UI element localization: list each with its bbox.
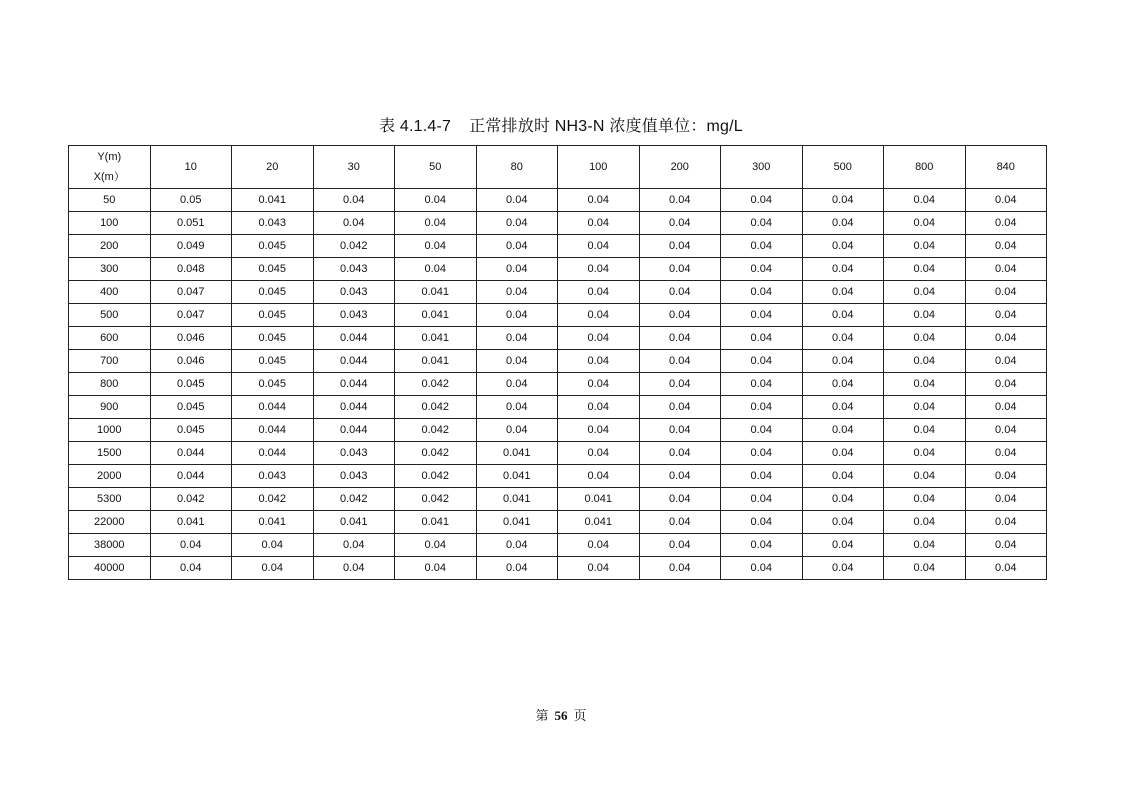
table-row bbox=[69, 281, 1047, 304]
row-header-cell: 800 bbox=[69, 373, 151, 396]
table-cell: 0.04 bbox=[639, 235, 721, 258]
table-cell: 0.04 bbox=[558, 327, 640, 350]
table-cell: 0.04 bbox=[639, 396, 721, 419]
table-cell: 0.04 bbox=[639, 212, 721, 235]
table-cell: 0.04 bbox=[558, 396, 640, 419]
table-body bbox=[69, 189, 1047, 580]
row-header-cell: 500 bbox=[69, 304, 151, 327]
table-cell: 0.04 bbox=[802, 557, 884, 580]
table-cell: 0.04 bbox=[150, 534, 232, 557]
table-cell: 0.04 bbox=[639, 511, 721, 534]
table-row bbox=[69, 511, 1047, 534]
table-cell: 0.04 bbox=[884, 327, 966, 350]
table-cell: 0.041 bbox=[558, 511, 640, 534]
table-cell: 0.045 bbox=[150, 396, 232, 419]
table-cell: 0.042 bbox=[395, 396, 477, 419]
table-cell: 0.041 bbox=[395, 327, 477, 350]
row-header-cell: 22000 bbox=[69, 511, 151, 534]
table-cell: 0.041 bbox=[150, 511, 232, 534]
table-cell: 0.04 bbox=[395, 258, 477, 281]
table-cell: 0.04 bbox=[721, 557, 803, 580]
page-footer bbox=[0, 705, 1122, 724]
table-cell: 0.041 bbox=[476, 511, 558, 534]
table-cell: 0.04 bbox=[558, 557, 640, 580]
table-cell: 0.043 bbox=[313, 442, 395, 465]
table-row bbox=[69, 212, 1047, 235]
table-cell: 0.04 bbox=[639, 189, 721, 212]
table-cell: 0.04 bbox=[721, 327, 803, 350]
table-cell: 0.04 bbox=[965, 304, 1047, 327]
table-cell: 0.04 bbox=[721, 488, 803, 511]
table-cell: 0.04 bbox=[395, 534, 477, 557]
table-cell: 0.04 bbox=[802, 534, 884, 557]
row-header-cell: 1000 bbox=[69, 419, 151, 442]
table-cell: 0.04 bbox=[721, 235, 803, 258]
row-header-cell: 1500 bbox=[69, 442, 151, 465]
table-cell: 0.04 bbox=[721, 442, 803, 465]
table-cell: 0.04 bbox=[558, 419, 640, 442]
table-cell: 0.04 bbox=[639, 465, 721, 488]
table-cell: 0.041 bbox=[313, 511, 395, 534]
table-cell: 0.04 bbox=[558, 465, 640, 488]
row-header-cell: 400 bbox=[69, 281, 151, 304]
table-cell: 0.042 bbox=[395, 442, 477, 465]
table-cell: 0.04 bbox=[884, 235, 966, 258]
table-cell: 0.04 bbox=[313, 212, 395, 235]
row-header-cell: 300 bbox=[69, 258, 151, 281]
table-cell: 0.05 bbox=[150, 189, 232, 212]
table-cell: 0.041 bbox=[558, 488, 640, 511]
row-header-cell: 40000 bbox=[69, 557, 151, 580]
table-cell: 0.042 bbox=[232, 488, 314, 511]
table-cell: 0.042 bbox=[395, 373, 477, 396]
table-cell: 0.04 bbox=[150, 557, 232, 580]
table-cell: 0.04 bbox=[476, 396, 558, 419]
table-cell: 0.04 bbox=[313, 189, 395, 212]
table-cell: 0.04 bbox=[965, 534, 1047, 557]
table-row bbox=[69, 189, 1047, 212]
table-cell: 0.04 bbox=[802, 396, 884, 419]
table-cell: 0.04 bbox=[884, 442, 966, 465]
table-cell: 0.043 bbox=[232, 465, 314, 488]
table-cell: 0.04 bbox=[476, 258, 558, 281]
footer-prefix: 第 bbox=[535, 708, 549, 723]
table-cell: 0.04 bbox=[721, 350, 803, 373]
column-header: 300 bbox=[721, 146, 803, 189]
table-row bbox=[69, 442, 1047, 465]
table-cell: 0.041 bbox=[395, 350, 477, 373]
row-header-cell: 700 bbox=[69, 350, 151, 373]
row-header-cell: 600 bbox=[69, 327, 151, 350]
table-cell: 0.04 bbox=[395, 235, 477, 258]
table-cell: 0.04 bbox=[884, 212, 966, 235]
table-cell: 0.04 bbox=[476, 304, 558, 327]
table-cell: 0.04 bbox=[476, 373, 558, 396]
table-cell: 0.043 bbox=[313, 304, 395, 327]
table-cell: 0.04 bbox=[965, 511, 1047, 534]
table-cell: 0.04 bbox=[802, 327, 884, 350]
table-cell: 0.04 bbox=[965, 373, 1047, 396]
table-row bbox=[69, 350, 1047, 373]
concentration-table bbox=[68, 145, 1047, 580]
table-cell: 0.042 bbox=[150, 488, 232, 511]
table-cell: 0.04 bbox=[721, 212, 803, 235]
table-cell: 0.04 bbox=[802, 235, 884, 258]
table-cell: 0.041 bbox=[395, 511, 477, 534]
table-caption: 正常排放时 NH3-N 浓度值单位：mg/L bbox=[469, 118, 743, 135]
table-cell: 0.051 bbox=[150, 212, 232, 235]
table-cell: 0.04 bbox=[884, 281, 966, 304]
table-cell: 0.04 bbox=[965, 258, 1047, 281]
table-row bbox=[69, 235, 1047, 258]
table-cell: 0.042 bbox=[313, 488, 395, 511]
table-cell: 0.041 bbox=[476, 488, 558, 511]
table-cell: 0.04 bbox=[802, 442, 884, 465]
table-cell: 0.04 bbox=[884, 258, 966, 281]
table-title bbox=[0, 113, 1122, 136]
column-header: 200 bbox=[639, 146, 721, 189]
table-cell: 0.04 bbox=[965, 189, 1047, 212]
table-cell: 0.04 bbox=[395, 189, 477, 212]
table-cell: 0.04 bbox=[802, 212, 884, 235]
table-row bbox=[69, 557, 1047, 580]
table-cell: 0.04 bbox=[639, 419, 721, 442]
table-cell: 0.04 bbox=[802, 350, 884, 373]
table-row bbox=[69, 465, 1047, 488]
table-cell: 0.04 bbox=[558, 258, 640, 281]
table-cell: 0.043 bbox=[313, 281, 395, 304]
table-cell: 0.044 bbox=[313, 419, 395, 442]
table-cell: 0.04 bbox=[558, 281, 640, 304]
table-cell: 0.04 bbox=[395, 557, 477, 580]
table-row bbox=[69, 373, 1047, 396]
footer-suffix: 页 bbox=[573, 708, 587, 723]
table-cell: 0.04 bbox=[476, 235, 558, 258]
header-row bbox=[69, 146, 1047, 189]
table-cell: 0.04 bbox=[639, 281, 721, 304]
table-cell: 0.04 bbox=[802, 189, 884, 212]
table-cell: 0.044 bbox=[313, 327, 395, 350]
table-cell: 0.04 bbox=[802, 419, 884, 442]
table-cell: 0.04 bbox=[721, 258, 803, 281]
column-header: 840 bbox=[965, 146, 1047, 189]
row-header-cell: 50 bbox=[69, 189, 151, 212]
table-cell: 0.04 bbox=[721, 304, 803, 327]
table-cell: 0.04 bbox=[884, 511, 966, 534]
table-cell: 0.044 bbox=[150, 442, 232, 465]
table-cell: 0.04 bbox=[965, 281, 1047, 304]
table-row bbox=[69, 419, 1047, 442]
table-cell: 0.04 bbox=[721, 281, 803, 304]
table-cell: 0.047 bbox=[150, 281, 232, 304]
table-cell: 0.04 bbox=[965, 396, 1047, 419]
table-cell: 0.04 bbox=[884, 419, 966, 442]
row-header-cell: 5300 bbox=[69, 488, 151, 511]
table-cell: 0.04 bbox=[884, 465, 966, 488]
table-cell: 0.044 bbox=[232, 442, 314, 465]
table-cell: 0.04 bbox=[884, 557, 966, 580]
table-cell: 0.045 bbox=[232, 281, 314, 304]
table-row bbox=[69, 304, 1047, 327]
table-cell: 0.04 bbox=[558, 534, 640, 557]
table-cell: 0.044 bbox=[150, 465, 232, 488]
table-cell: 0.043 bbox=[313, 258, 395, 281]
column-header: 20 bbox=[232, 146, 314, 189]
table-cell: 0.04 bbox=[232, 557, 314, 580]
table-cell: 0.04 bbox=[476, 327, 558, 350]
table-cell: 0.044 bbox=[313, 350, 395, 373]
table-cell: 0.044 bbox=[232, 419, 314, 442]
table-cell: 0.046 bbox=[150, 350, 232, 373]
table-cell: 0.046 bbox=[150, 327, 232, 350]
table-cell: 0.04 bbox=[965, 327, 1047, 350]
table-cell: 0.04 bbox=[965, 419, 1047, 442]
table-cell: 0.04 bbox=[558, 189, 640, 212]
table-cell: 0.04 bbox=[721, 396, 803, 419]
corner-y-label: Y(m) bbox=[97, 151, 122, 163]
table-cell: 0.04 bbox=[232, 534, 314, 557]
table-cell: 0.045 bbox=[232, 235, 314, 258]
row-header-cell: 900 bbox=[69, 396, 151, 419]
table-cell: 0.04 bbox=[476, 350, 558, 373]
corner-x-label: X(m） bbox=[93, 171, 125, 183]
row-header-cell: 100 bbox=[69, 212, 151, 235]
table-cell: 0.04 bbox=[639, 488, 721, 511]
table-cell: 0.045 bbox=[232, 258, 314, 281]
table-cell: 0.045 bbox=[150, 419, 232, 442]
table-cell: 0.04 bbox=[721, 511, 803, 534]
table-cell: 0.04 bbox=[965, 465, 1047, 488]
row-header-cell: 38000 bbox=[69, 534, 151, 557]
table-cell: 0.041 bbox=[395, 304, 477, 327]
table-cell: 0.04 bbox=[395, 212, 477, 235]
table-cell: 0.04 bbox=[884, 189, 966, 212]
table-cell: 0.04 bbox=[476, 534, 558, 557]
table-cell: 0.04 bbox=[721, 189, 803, 212]
table-cell: 0.047 bbox=[150, 304, 232, 327]
column-header: 80 bbox=[476, 146, 558, 189]
corner-cell bbox=[69, 146, 151, 189]
table-cell: 0.043 bbox=[313, 465, 395, 488]
table-cell: 0.04 bbox=[965, 488, 1047, 511]
table-cell: 0.041 bbox=[232, 511, 314, 534]
table-cell: 0.04 bbox=[558, 373, 640, 396]
table-cell: 0.04 bbox=[476, 189, 558, 212]
row-header-cell: 200 bbox=[69, 235, 151, 258]
table-row bbox=[69, 396, 1047, 419]
table-cell: 0.044 bbox=[313, 396, 395, 419]
table-cell: 0.04 bbox=[558, 350, 640, 373]
table-cell: 0.04 bbox=[965, 212, 1047, 235]
table-cell: 0.04 bbox=[884, 350, 966, 373]
table-cell: 0.044 bbox=[232, 396, 314, 419]
table-cell: 0.045 bbox=[232, 327, 314, 350]
table-cell: 0.04 bbox=[884, 488, 966, 511]
table-row bbox=[69, 327, 1047, 350]
table-cell: 0.04 bbox=[884, 396, 966, 419]
table-cell: 0.04 bbox=[639, 350, 721, 373]
table-cell: 0.045 bbox=[150, 373, 232, 396]
table-row bbox=[69, 258, 1047, 281]
page-number: 56 bbox=[554, 708, 568, 723]
table-cell: 0.04 bbox=[721, 373, 803, 396]
table-cell: 0.04 bbox=[313, 557, 395, 580]
column-header: 500 bbox=[802, 146, 884, 189]
column-header: 30 bbox=[313, 146, 395, 189]
table-cell: 0.04 bbox=[476, 557, 558, 580]
table-cell: 0.048 bbox=[150, 258, 232, 281]
table-cell: 0.04 bbox=[802, 281, 884, 304]
table-cell: 0.04 bbox=[639, 442, 721, 465]
table-cell: 0.04 bbox=[802, 304, 884, 327]
row-header-cell: 2000 bbox=[69, 465, 151, 488]
table-cell: 0.042 bbox=[395, 419, 477, 442]
table-cell: 0.042 bbox=[395, 465, 477, 488]
table-cell: 0.04 bbox=[965, 235, 1047, 258]
table-cell: 0.04 bbox=[639, 304, 721, 327]
table-cell: 0.04 bbox=[965, 350, 1047, 373]
table-cell: 0.04 bbox=[802, 488, 884, 511]
table-cell: 0.04 bbox=[313, 534, 395, 557]
column-header: 800 bbox=[884, 146, 966, 189]
table-cell: 0.04 bbox=[802, 258, 884, 281]
table-cell: 0.04 bbox=[884, 304, 966, 327]
table-cell: 0.049 bbox=[150, 235, 232, 258]
table-cell: 0.04 bbox=[965, 442, 1047, 465]
table-cell: 0.04 bbox=[639, 534, 721, 557]
table-cell: 0.04 bbox=[639, 373, 721, 396]
table-row bbox=[69, 488, 1047, 511]
table-cell: 0.04 bbox=[558, 442, 640, 465]
table-cell: 0.04 bbox=[558, 235, 640, 258]
table-cell: 0.04 bbox=[802, 465, 884, 488]
table-cell: 0.04 bbox=[721, 419, 803, 442]
column-header: 10 bbox=[150, 146, 232, 189]
table-cell: 0.04 bbox=[639, 258, 721, 281]
column-header: 50 bbox=[395, 146, 477, 189]
table-cell: 0.041 bbox=[232, 189, 314, 212]
table-cell: 0.04 bbox=[476, 281, 558, 304]
table-cell: 0.04 bbox=[884, 534, 966, 557]
table-cell: 0.04 bbox=[639, 557, 721, 580]
table-cell: 0.04 bbox=[721, 534, 803, 557]
table-cell: 0.045 bbox=[232, 373, 314, 396]
table-cell: 0.04 bbox=[476, 419, 558, 442]
table-row bbox=[69, 534, 1047, 557]
table-cell: 0.041 bbox=[476, 465, 558, 488]
table-cell: 0.04 bbox=[558, 212, 640, 235]
table-cell: 0.04 bbox=[639, 327, 721, 350]
table-cell: 0.04 bbox=[884, 373, 966, 396]
table-number: 表 4.1.4-7 bbox=[379, 118, 452, 135]
table-cell: 0.04 bbox=[802, 373, 884, 396]
table-cell: 0.04 bbox=[802, 511, 884, 534]
table-cell: 0.042 bbox=[395, 488, 477, 511]
table-cell: 0.045 bbox=[232, 304, 314, 327]
table-cell: 0.041 bbox=[476, 442, 558, 465]
table-cell: 0.04 bbox=[965, 557, 1047, 580]
table-cell: 0.04 bbox=[721, 465, 803, 488]
table-cell: 0.04 bbox=[476, 212, 558, 235]
table-cell: 0.044 bbox=[313, 373, 395, 396]
table-cell: 0.04 bbox=[558, 304, 640, 327]
table-cell: 0.041 bbox=[395, 281, 477, 304]
table-cell: 0.045 bbox=[232, 350, 314, 373]
table-cell: 0.042 bbox=[313, 235, 395, 258]
column-header: 100 bbox=[558, 146, 640, 189]
table-cell: 0.043 bbox=[232, 212, 314, 235]
